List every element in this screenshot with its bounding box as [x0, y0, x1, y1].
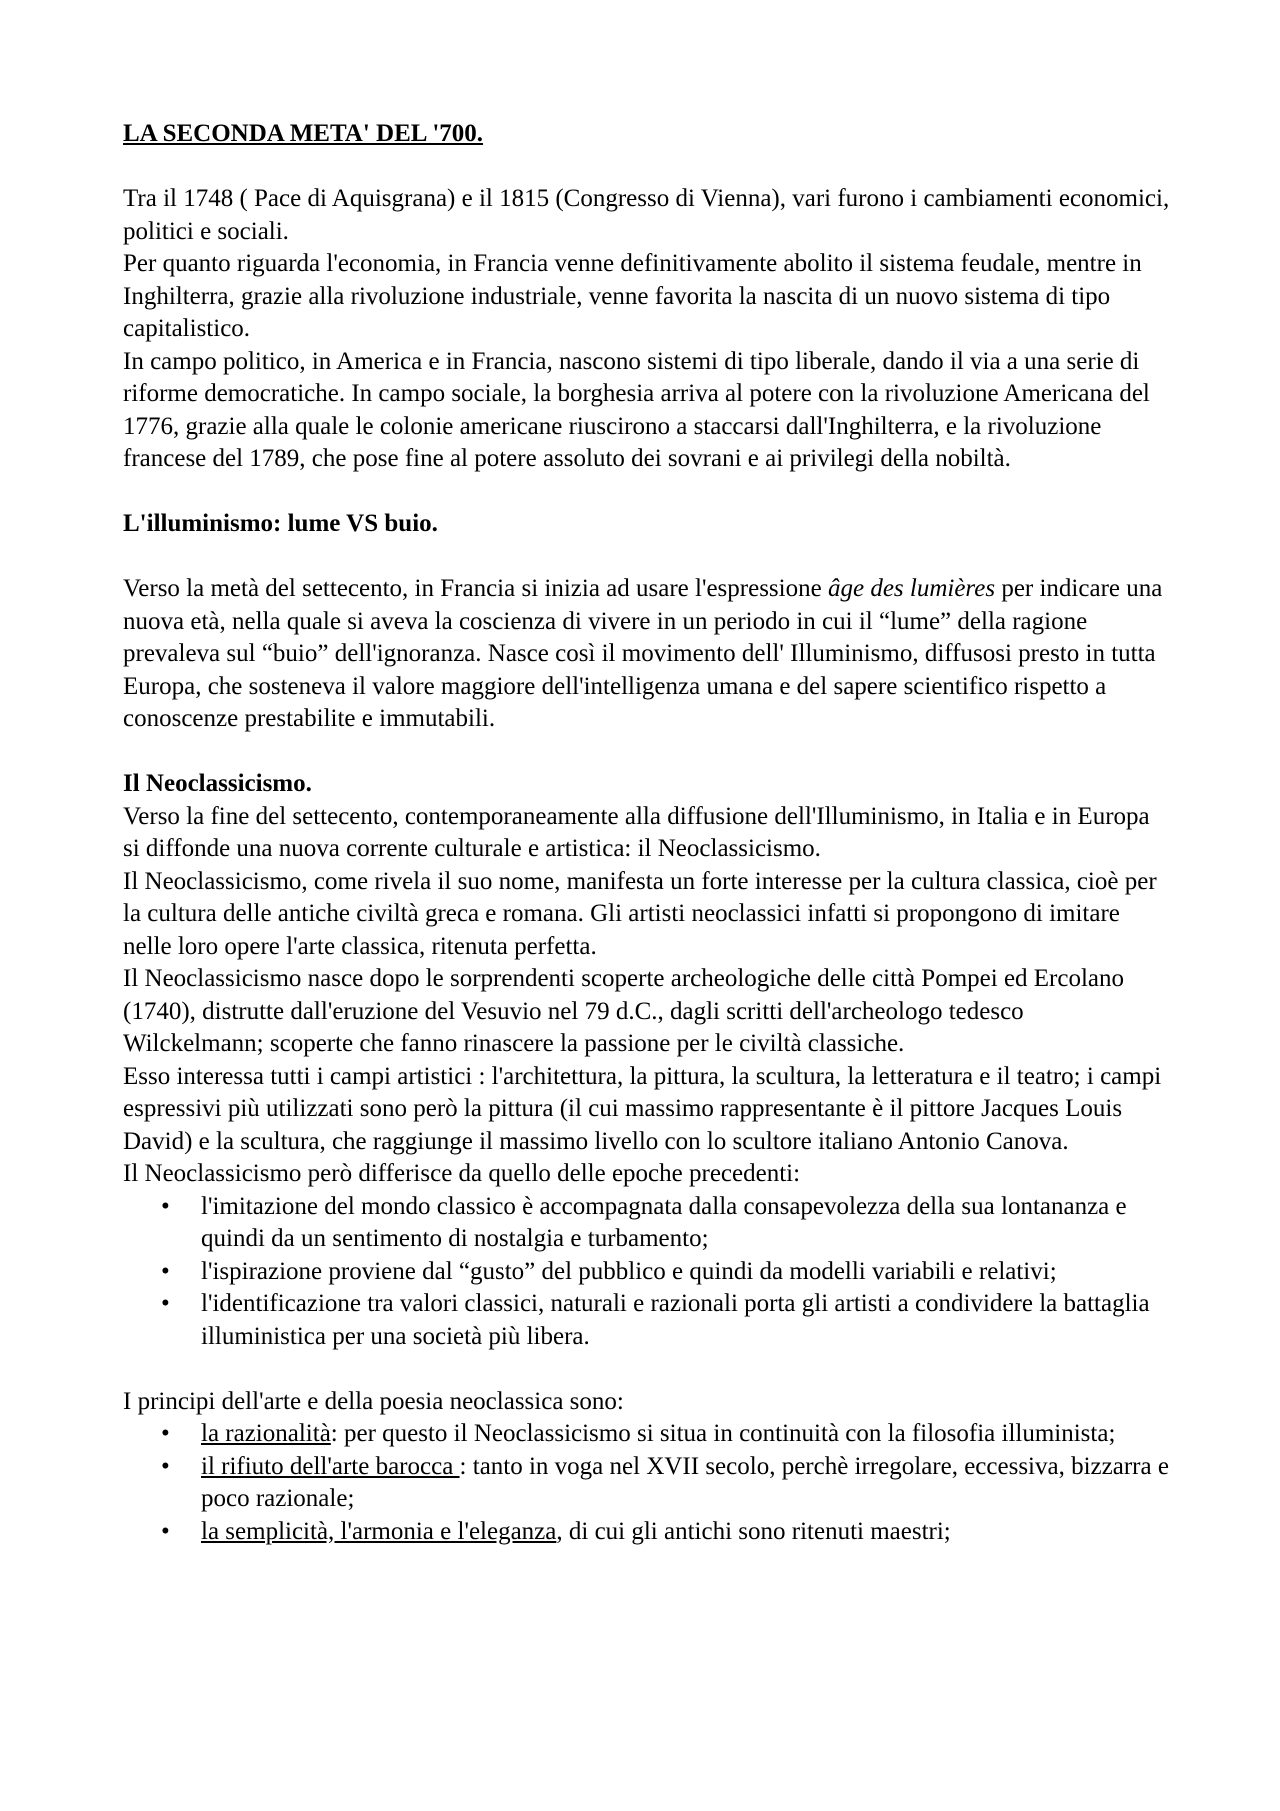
- intro-paragraph-1: Tra il 1748 ( Pace di Aquisgrana) e il 1815 (Congresso di Vienna), vari furono i cambiamenti economici, politici e sociali.: [123, 185, 1170, 245]
- neoclassicismo-paragraph-3: Il Neoclassicismo nasce dopo le sorprendenti scoperte archeologiche delle città Pompei ed Ercolano (1740), distrutte dall'eruzione del Vesuvio nel 79 d.C., dagli scritti dell'archeologo tedesco Wilckelmann; scoperte che fanno rinascere la passione per le civiltà classiche.: [123, 965, 1125, 1057]
- neoclassicismo-paragraph-2: Il Neoclassicismo, come rivela il suo nome, manifesta un forte interesse per la cultura classica, cioè per la cultura delle antiche civiltà greca e romana. Gli artisti neoclassici infatti si propongono di imitare nelle loro opere l'arte classica, ritenuta perfetta.: [123, 867, 1157, 960]
- bullet-icon: •: [161, 1192, 170, 1220]
- list-item: [161, 1191, 1170, 1256]
- intro-paragraph-3: In campo politico, in America e in Francia, nascono sistemi di tipo liberale, dando il via a una serie di riforme democratiche. In campo sociale, la borghesia arriva al potere con la rivoluzione Americana del 1776, grazie alla quale le colonie americane riuscirono a staccarsi dall'Inghilterra, e la rivoluzione francese del 1789, che pose fine al potere assoluto dei sovrani e ai privilegi della nobiltà.: [123, 347, 1150, 472]
- neoclassicismo-paragraph-4: Esso interessa tutti i campi artistici : l'architettura, la pittura, la scultura, la letteratura e il teatro; i campi espressivi più utilizzati sono però la pittura (il cui massimo rappresentante è il pittore Jacques Louis David) e la scultura, che raggiunge il massimo livello con lo scultore italiano Antonio Canova.: [123, 1062, 1162, 1155]
- list-item-text: l'imitazione del mondo classico è accompagnata dalla consapevolezza della sua lontananza e quindi da un sentimento di nostalgia e turbamento;: [201, 1192, 1127, 1252]
- list-item: [161, 1418, 1170, 1451]
- principles-intro: I principi dell'arte e della poesia neoclassica sono:: [123, 1387, 624, 1415]
- principle-term: il rifiuto dell'arte barocca: [201, 1452, 460, 1480]
- illuminismo-paragraph: [123, 573, 1170, 736]
- bullet-icon: •: [161, 1420, 170, 1447]
- illuminismo-italic-phrase: âge des lumières: [827, 575, 996, 602]
- differences-list: [123, 1191, 1170, 1354]
- list-item-text: l'ispirazione proviene dal “gusto” del pubblico e quindi da modelli variabili e relativi;: [201, 1257, 1057, 1285]
- principles-list: [123, 1418, 1170, 1548]
- spacer: [123, 151, 1170, 184]
- illuminismo-text-before: Verso la metà del settecento, in Francia si inizia ad usare l'espressione: [123, 575, 828, 602]
- neoclassicismo-paragraph-1: Verso la fine del settecento, contemporaneamente alla diffusione dell'Illuminismo, in Italia e in Europa si diffonde una nuova corrente culturale e artistica: il Neoclassicismo.: [123, 802, 1150, 862]
- bullet-icon: •: [161, 1257, 170, 1285]
- spacer: [123, 1353, 1170, 1386]
- principle-text: : per questo il Neoclassicismo si situa in continuità con la filosofia illuminista;: [330, 1420, 1116, 1447]
- illuminismo-text-after: per indicare una nuova età, nella quale si aveva la coscienza di vivere in un periodo in cui il “lume” della ragione prevaleva sul “buio” dell'ignoranza. Nasce così il movimento dell' Illuminismo, diffusosi presto in tutta Europa, che sosteneva il valore maggiore dell'intelligenza umana e del sapere scientifico rispetto a conoscenze prestabilite e immutabili.: [123, 575, 1163, 732]
- principle-text: , di cui gli antichi sono ritenuti maestri;: [556, 1517, 951, 1545]
- principle-term: la semplicità, l'armonia e l'eleganza: [201, 1517, 557, 1545]
- list-item: [161, 1288, 1170, 1353]
- bullet-icon: •: [161, 1290, 170, 1317]
- spacer: [123, 541, 1170, 574]
- list-item: [161, 1256, 1170, 1289]
- neoclassicismo-paragraph-5: Il Neoclassicismo però differisce da quello delle epoche precedenti:: [123, 1160, 801, 1187]
- neoclassicismo-heading: Il Neoclassicismo.: [123, 770, 312, 797]
- bullet-icon: •: [161, 1452, 170, 1480]
- illuminismo-heading: L'illuminismo: lume VS buio.: [123, 510, 438, 537]
- list-item: [161, 1516, 1170, 1549]
- bullet-icon: •: [161, 1517, 170, 1545]
- document-title: LA SECONDA META' DEL '700.: [123, 120, 484, 147]
- intro-paragraph-2: Per quanto riguarda l'economia, in Francia venne definitivamente abolito il sistema feudale, mentre in Inghilterra, grazie alla rivoluzione industriale, venne favorita la nascita di un nuovo sistema di tipo capitalistico.: [123, 250, 1142, 342]
- principle-term: la razionalità: [201, 1420, 331, 1447]
- spacer: [123, 736, 1170, 769]
- principle-text: : tanto in voga nel XVII secolo, perchè irregolare, eccessiva, bizzarra e poco razionale;: [201, 1452, 1169, 1512]
- list-item-text: l'identificazione tra valori classici, naturali e razionali porta gli artisti a condividere la battaglia illuministica per una società più libera.: [201, 1290, 1150, 1350]
- list-item: [161, 1451, 1170, 1516]
- spacer: [123, 476, 1170, 509]
